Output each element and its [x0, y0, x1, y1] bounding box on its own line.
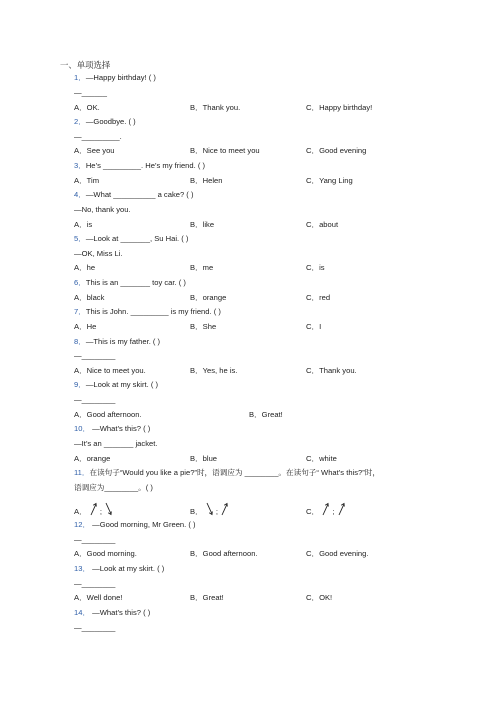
option-c[interactable]: C．red [306, 293, 331, 302]
answer-line: —______ [74, 88, 107, 97]
question-text: —What __________ a cake? ( ) [85, 190, 194, 199]
question-number: 14． [74, 608, 91, 617]
answer-line: —No, thank you. [74, 205, 131, 214]
option-a[interactable] [74, 502, 113, 517]
separator: ; [332, 507, 335, 516]
question-number: 10． [74, 424, 91, 433]
answer-line: —________ [74, 535, 116, 544]
option-c[interactable]: C．Good evening [306, 146, 367, 155]
question-3 [74, 161, 205, 171]
question-12 [74, 520, 196, 530]
option-letter: C． [306, 507, 320, 516]
answer-line: —________ [74, 579, 116, 588]
separator: ; [215, 507, 219, 516]
question-text: —Look at my skirt. ( ) [85, 380, 158, 389]
option-b[interactable]: B．Great! [190, 593, 224, 602]
option-b[interactable]: B．Nice to meet you [190, 146, 260, 155]
option-c[interactable]: C．I [306, 322, 322, 331]
question-number: 13． [74, 564, 91, 573]
question-7 [74, 307, 221, 317]
question-9 [74, 380, 158, 390]
question-8 [74, 337, 160, 347]
option-b[interactable]: B．me [190, 263, 214, 272]
question-number: 8． [74, 337, 86, 346]
question-number: 1． [74, 73, 86, 82]
answer-line: —_________. [74, 132, 122, 141]
option-c[interactable]: C．Good evening. [306, 549, 369, 558]
question-text: —This is my father. ( ) [85, 337, 161, 346]
question-2 [74, 117, 136, 127]
option-c[interactable]: C．is [306, 263, 325, 272]
option-c[interactable]: C．Yang Ling [306, 176, 353, 185]
option-b[interactable]: B．Yes, he is. [190, 366, 238, 375]
option-a[interactable]: A．Good afternoon. [74, 410, 142, 419]
question-text: —Look at _______, Su Hai. ( ) [85, 234, 189, 243]
option-b[interactable]: B．Helen [190, 176, 223, 185]
rising-intonation-icon [220, 502, 229, 516]
option-c[interactable]: C．OK! [306, 593, 333, 602]
falling-intonation-icon [104, 502, 113, 516]
option-b[interactable]: B．Thank you. [190, 103, 241, 112]
option-b[interactable] [190, 502, 229, 517]
option-a[interactable]: A．is [74, 220, 93, 229]
option-b[interactable]: B．orange [190, 293, 227, 302]
option-c[interactable]: C．Happy birthday! [306, 103, 373, 112]
question-1 [74, 73, 156, 83]
question-number: 6． [74, 278, 86, 287]
option-b[interactable]: B．Good afternoon. [190, 549, 258, 558]
option-a[interactable]: A．OK. [74, 103, 100, 112]
question-text: —What’s this? ( ) [90, 608, 151, 617]
option-b[interactable]: B．like [190, 220, 215, 229]
option-c[interactable]: C．white [306, 454, 337, 463]
answer-line: —It’s an _______ jacket. [74, 439, 158, 448]
option-a[interactable]: A．Well done! [74, 593, 123, 602]
question-text: —Good morning, Mr Green. ( ) [90, 520, 196, 529]
question-13 [74, 564, 164, 574]
option-a[interactable]: A．Tim [74, 176, 100, 185]
option-a[interactable]: A．See you [74, 146, 115, 155]
question-number: 12． [74, 520, 91, 529]
rising-intonation-icon [89, 502, 98, 516]
option-c[interactable]: C．about [306, 220, 339, 229]
option-b[interactable]: B．She [190, 322, 217, 331]
option-b[interactable]: B．blue [190, 454, 218, 463]
question-number: 5． [74, 234, 86, 243]
answer-line: —________ [74, 395, 116, 404]
question-4 [74, 190, 193, 200]
question-text: —Goodbye. ( ) [85, 117, 136, 126]
rising-intonation-icon [321, 502, 330, 516]
question-number: 4． [74, 190, 86, 199]
option-letter: A． [74, 507, 87, 516]
question-text: 在读句子“Would you like a pie?”时，语调应为 ________。在读句子“ What’s this?”时， [89, 468, 380, 477]
question-5 [74, 234, 188, 244]
question-text-continued: 语调应为________。( ) [74, 483, 153, 492]
question-number: 2． [74, 117, 86, 126]
section-title: 一、单项选择 [60, 60, 111, 70]
option-a[interactable]: A．he [74, 263, 96, 272]
answer-line: —OK, Miss Li. [74, 249, 123, 258]
question-number: 9． [74, 380, 86, 389]
question-text: —Look at my skirt. ( ) [90, 564, 165, 573]
question-text: This is an _______ toy car. ( ) [85, 278, 186, 287]
option-b[interactable]: B．Great! [249, 410, 283, 419]
answer-line: —________ [74, 623, 116, 632]
separator: ; [99, 507, 103, 516]
option-c[interactable]: C．Thank you. [306, 366, 357, 375]
rising-intonation-icon [337, 502, 346, 516]
question-text: He’s _________. He’s my friend. ( ) [85, 161, 205, 170]
option-a[interactable]: A．Good morning. [74, 549, 137, 558]
answer-line: —________ [74, 351, 116, 360]
option-a[interactable]: A．He [74, 322, 97, 331]
falling-intonation-icon [205, 502, 214, 516]
option-letter: B． [190, 507, 203, 516]
question-number: 7． [74, 307, 86, 316]
question-text: —Happy birthday! ( ) [85, 73, 156, 82]
question-number: 11． [74, 468, 90, 477]
question-14 [74, 608, 150, 618]
question-number: 3． [74, 161, 86, 170]
question-11 [74, 468, 380, 478]
question-text: This is John. _________ is my friend. ( ) [85, 307, 221, 316]
question-text: —What’s this? ( ) [90, 424, 151, 433]
option-a[interactable]: A．Nice to meet you. [74, 366, 146, 375]
option-a[interactable]: A．black [74, 293, 105, 302]
question-6 [74, 278, 186, 288]
option-a[interactable]: A．orange [74, 454, 111, 463]
question-10 [74, 424, 150, 434]
option-c[interactable] [306, 502, 346, 517]
